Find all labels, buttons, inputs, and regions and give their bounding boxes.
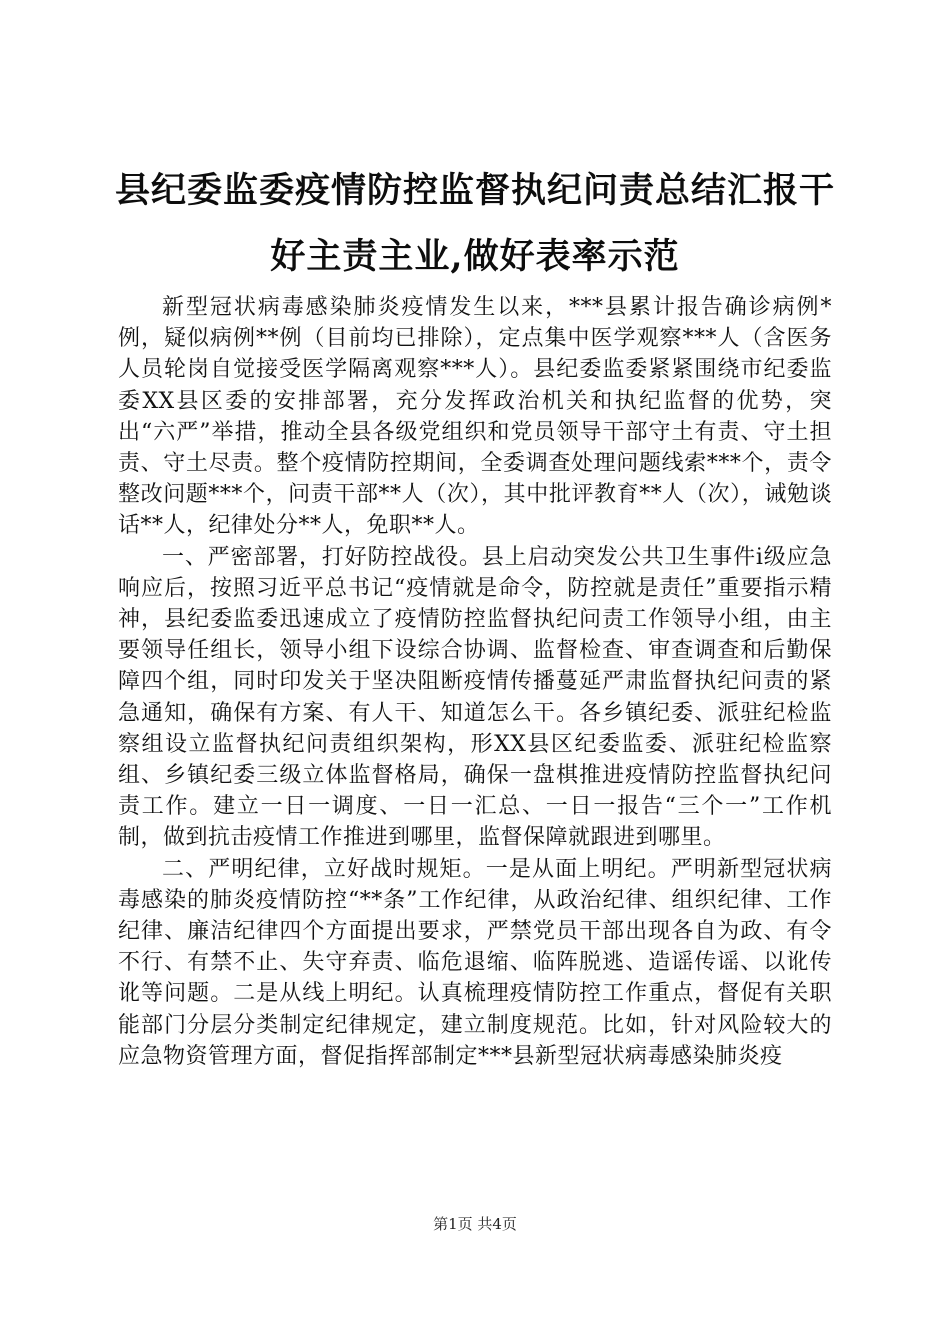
- document-title: [100, 158, 850, 290]
- page-footer: 第1页 共4页: [433, 1215, 517, 1233]
- paragraph-section-2: 二、严明纪律，立好战时规矩。一是从面上明纪。严明新型冠状病毒感染的肺炎疫情防控“**条”工作纪律，从政治纪律、组织纪律、工作纪律、廉洁纪律四个方面提出要求，严禁党员干部出现各自为政、有令不行、有禁不止、失守弃责、临危退缩、临阵脱逃、造谣传谣、以讹传讹等问题。二是从线上明纪。认真梳理疫情防控工作重点，督促有关职能部门分层分类制定纪律规定，建立制度规范。比如，针对风险较大的应急物资管理方面，督促指挥部制定***县新型冠状病毒感染肺炎疫: [118, 856, 832, 1069]
- title-line-1: 县纪委监委疫情防控监督执纪问责总结汇报干: [114, 170, 835, 211]
- paragraph-intro: 新型冠状病毒感染肺炎疫情发生以来，***县累计报告确诊病例*例，疑似病例**例（目前均已排除），定点集中医学观察***人（含医务人员轮岗自觉接受医学隔离观察***人）。县纪委监委紧紧围绕市纪委监委XX县区委的安排部署，充分发挥政治机关和执纪监督的优势，突出“六严”举措，推动全县各级党组织和党员领导干部守土有责、守土担责、守土尽责。整个疫情防控期间，全委调查处理问题线索***个，责令整改问题***个，问责干部**人（次），其中批评教育**人（次），诫勉谈话**人，纪律处分**人，免职**人。: [118, 295, 832, 539]
- paragraph-section-1: 一、严密部署，打好防控战役。县上启动突发公共卫生事件ⅰ级应急响应后，按照习近平总书记“疫情就是命令，防控就是责任”重要指示精神，县纪委监委迅速成立了疫情防控监督执纪问责工作领导小组，由主要领导任组长，领导小组下设综合协调、监督检查、审查调查和后勤保障四个组，同时印发关于坚决阻断疫情传播蔓延严肃监督执纪问责的紧急通知，确保有方案、有人干、知道怎么干。各乡镇纪委、派驻纪检监察组设立监督执纪问责组织架构，形XX县区纪委监委、派驻纪检监察组、乡镇纪委三级立体监督格局，确保一盘棋推进疫情防控监督执纪问责工作。建立一日一调度、一日一汇总、一日一报告“三个一”工作机制，做到抗击疫情工作推进到哪里，监督保障就跟进到哪里。: [118, 544, 832, 851]
- title-line-2: 好主责主业,做好表率示范: [270, 236, 680, 277]
- document-body: [118, 292, 832, 1072]
